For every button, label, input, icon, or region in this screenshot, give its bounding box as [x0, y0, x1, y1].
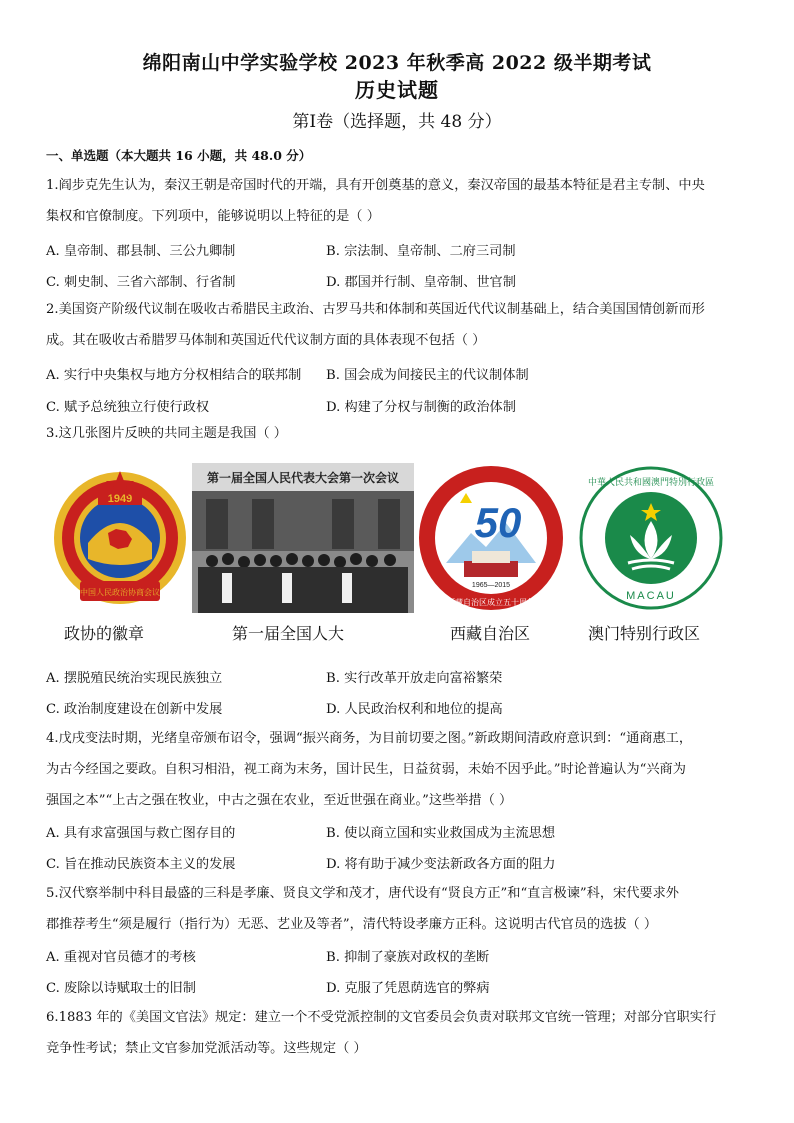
question-5-option-a[interactable]: A. 重视对官员德才的考核: [46, 950, 196, 965]
question-3-option-b[interactable]: B. 实行改革开放走向富裕繁荣: [326, 671, 503, 686]
macau-ring-text: 中華人民共和國澳門特別行政區: [587, 478, 715, 488]
question-line: 成。其在吸收古希腊罗马体制和英国近代代议制方面的具体表现不包括（ ）: [46, 333, 486, 348]
caption-cppcc: 政协的徽章: [64, 624, 145, 643]
cppcc-emblem-icon: [50, 463, 190, 613]
question-line: 1.阎步克先生认为，秦汉王朝是帝国时代的开端，具有开创奠基的意义，秦汉帝国的最基本特征是君主专制、中央: [46, 178, 705, 193]
question-line: 5.汉代察举制中科目最盛的三科是孝廉、贤良文学和茂才，唐代设有“贤良方正”和“直言极谏”科，宋代要求外: [46, 886, 679, 901]
question-2-option-d[interactable]: D. 构建了分权与制衡的政治体制: [326, 400, 516, 415]
question-1-option-b[interactable]: B. 宗法制、皇帝制、二府三司制: [326, 244, 516, 259]
subject-title: 历史试题: [355, 78, 439, 102]
question-5-option-d[interactable]: D. 克服了凭恩荫选官的弊病: [326, 981, 490, 996]
volume-heading: 第Ⅰ卷（选择题，共 48 分）: [292, 112, 502, 132]
tibet-number-text: 50: [474, 499, 522, 546]
question-1-stem: [46, 170, 750, 232]
question-2-option-a[interactable]: A. 实行中央集权与地方分权相结合的联邦制: [46, 368, 302, 383]
question-3-stem: [46, 418, 750, 449]
question-5-option-b[interactable]: B. 抑制了豪族对政权的垄断: [326, 950, 490, 965]
question-5-option-c[interactable]: C. 废除以诗赋取士的旧制: [46, 981, 196, 996]
question-2-stem: [46, 294, 750, 356]
caption-npc: 第一届全国人大: [232, 624, 345, 643]
question-4-option-d[interactable]: D. 将有助于减少变法新政各方面的阻力: [326, 857, 556, 872]
question-2-option-b[interactable]: B. 国会成为间接民主的代议制体制: [326, 368, 529, 383]
macau-label-text: MACAU: [626, 590, 676, 602]
question-line: 竞争性考试；禁止文官参加党派活动等。这些规定（ ）: [46, 1041, 367, 1056]
question-6-stem: [46, 1002, 750, 1064]
question-3-option-c[interactable]: C. 政治制度建设在创新中发展: [46, 702, 223, 717]
question-line: 2.美国资产阶级代议制在吸收古希腊民主政治、古罗马共和体制和英国近代代议制基础上，结合美国国情创新而形: [46, 302, 705, 317]
question-1-option-a[interactable]: A. 皇帝制、郡县制、三公九卿制: [46, 244, 236, 259]
tibet-anniversary-emblem-icon: [416, 463, 566, 613]
question-line: 3.这几张图片反映的共同主题是我国（ ）: [46, 426, 287, 441]
question-4-option-c[interactable]: C. 旨在推动民族资本主义的发展: [46, 857, 236, 872]
question-3-images: [44, 463, 750, 613]
question-4-option-a[interactable]: A. 具有求富强国与救亡图存目的: [46, 826, 236, 841]
macau-emblem-icon: [576, 463, 726, 613]
question-1-option-d[interactable]: D. 郡国并行制、皇帝制、世官制: [326, 275, 516, 290]
cppcc-year-text: 1949: [107, 493, 133, 505]
section-heading: 一、单选题（本大题共 16 小题，共 48.0 分）: [46, 148, 312, 163]
question-line: 郡推荐考生“须是履行（指行为）无恶、艺业及等者”，清代特设孝廉方正科。这说明古代官员的选拔（ ）: [46, 917, 658, 932]
question-5-stem: [46, 878, 750, 940]
tibet-years-text: 1965—2015: [471, 582, 511, 589]
cppcc-ring-text: 中国人民政治协商会议: [80, 588, 160, 597]
question-line: 强国之本”“上古之强在牧业，中古之强在农业，至近世强在商业。”这些举措（ ）: [46, 793, 513, 808]
question-line: 6.1883 年的《美国文官法》规定：建立一个不受党派控制的文官委员会负责对联邦文官统一管理；对部分官职实行: [46, 1010, 717, 1025]
question-2-option-c[interactable]: C. 赋予总统独立行使行政权: [46, 400, 210, 415]
npc-banner-text: 第一届全国人民代表大会第一次会议: [206, 471, 400, 485]
question-4-option-b[interactable]: B. 使以商立国和实业救国成为主流思想: [326, 826, 556, 841]
question-3-option-d[interactable]: D. 人民政治权利和地位的提高: [326, 702, 503, 717]
question-3-option-a[interactable]: A. 摆脱殖民统治实现民族独立: [46, 671, 223, 686]
caption-macau: 澳门特别行政区: [588, 624, 701, 643]
caption-tibet: 西藏自治区: [450, 624, 531, 643]
npc-photo: [192, 463, 414, 613]
question-line: 4.戊戌变法时期，光绪皇帝颁布诏令，强调“振兴商务，为目前切要之图。”新政期间清政府意识到：“通商惠工，: [46, 731, 693, 746]
question-4-stem: [46, 723, 750, 816]
question-1-option-c[interactable]: C. 刺史制、三省六部制、行省制: [46, 275, 236, 290]
question-line: 为古今经国之要政。自积习相沿，视工商为末务，国计民生，日益贫弱，未始不因乎此。”时论普遍认为“兴商为: [46, 762, 686, 777]
question-line: 集权和官僚制度。下列项中，能够说明以上特征的是（ ）: [46, 209, 380, 224]
exam-title: 绵阳南山中学实验学校 2023 年秋季高 2022 级半期考试: [142, 52, 652, 74]
tibet-ring-text: 西藏自治区成立五十周年: [447, 598, 535, 607]
